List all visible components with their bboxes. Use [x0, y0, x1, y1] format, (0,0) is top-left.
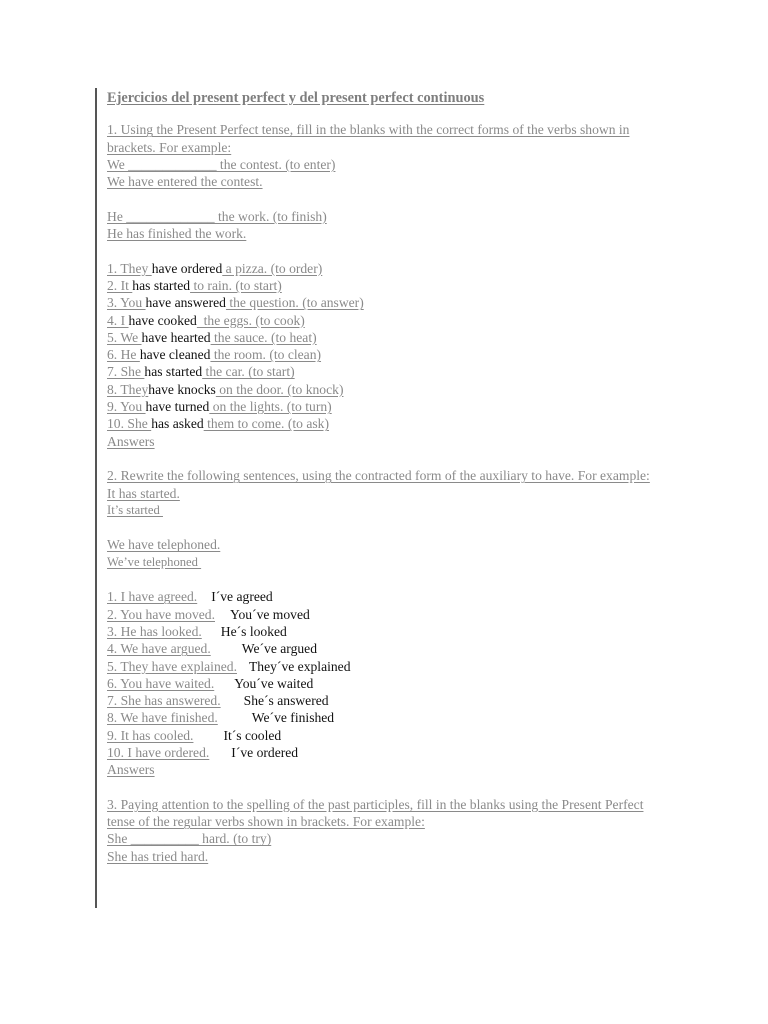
item-sentence: 1. I have agreed.	[107, 589, 198, 605]
item-prompt-end: on the lights. (to turn)	[209, 399, 332, 415]
item-sentence: 3. He has looked.	[107, 623, 202, 639]
item-contracted-answer: I´ve ordered	[231, 744, 299, 760]
item-prompt-end: to rain. (to start)	[190, 277, 282, 293]
exercise-1-list	[107, 260, 667, 433]
item-contracted-answer: We´ve finished	[251, 710, 335, 726]
exercise-1-example-2-answer: He has finished the work.	[107, 226, 247, 242]
item-prompt-start: 2. It	[107, 277, 133, 293]
exercise-1-item	[107, 312, 667, 329]
item-filled-answer: have cleaned	[139, 347, 211, 363]
exercise-1-item	[107, 294, 667, 311]
exercise-2-item	[107, 640, 667, 657]
exercise-2-item	[107, 623, 667, 640]
item-sentence: 9. It has cooled.	[107, 727, 194, 743]
exercise-1-example-1-question: We _____________ the contest. (to enter)	[107, 156, 336, 172]
item-contracted-answer: You´ve moved	[230, 606, 310, 622]
item-prompt-start: 8. They	[107, 381, 149, 397]
item-prompt-start: 4. I	[107, 312, 129, 328]
item-contracted-answer: I´ve agreed	[211, 589, 273, 605]
item-prompt-end: the room. (to clean)	[210, 347, 322, 363]
item-sentence: 5. They have explained.	[107, 658, 237, 674]
item-filled-answer: have knocks	[148, 381, 216, 397]
exercise-2-item	[107, 588, 667, 605]
item-sentence: 10. I have ordered.	[107, 744, 210, 760]
item-sentence: 2. You have moved.	[107, 606, 215, 622]
item-contracted-answer: They´ve explained	[248, 658, 351, 674]
item-filled-answer: have cooked	[128, 312, 197, 328]
exercise-2-item	[107, 709, 667, 726]
exercise-1-item	[107, 398, 667, 415]
exercise-2-item	[107, 606, 667, 623]
exercise-2-answers-link[interactable]: Answers	[107, 762, 155, 778]
exercise-2-list	[107, 588, 667, 761]
exercise-1-answers-link[interactable]: Answers	[107, 433, 155, 449]
exercise-1-item	[107, 415, 667, 432]
exercise-2-example-2-question: We have telephoned.	[107, 537, 221, 553]
item-prompt-end: the sauce. (to heat)	[210, 329, 317, 345]
item-prompt-start: 7. She	[107, 364, 145, 380]
exercise-1-example-2-question: He _____________ the work. (to finish)	[107, 208, 327, 224]
item-contracted-answer: He´s looked	[220, 623, 287, 639]
item-filled-answer: have answered	[145, 295, 226, 311]
item-filled-answer: has started	[144, 364, 203, 380]
exercise-2-item	[107, 727, 667, 744]
item-contracted-answer: We´ve argued	[241, 641, 317, 657]
exercise-2-item	[107, 692, 667, 709]
item-sentence: 7. She has answered.	[107, 693, 221, 709]
exercise-2-instruction: 2. Rewrite the following sentences, using the contracted form of the auxiliary to have. For example:	[107, 468, 650, 484]
item-sentence: 6. You have waited.	[107, 675, 215, 691]
exercise-1-item	[107, 260, 667, 277]
item-sentence: 8. We have finished.	[107, 710, 218, 726]
item-filled-answer: has started	[132, 277, 191, 293]
item-sentence: 4. We have argued.	[107, 641, 211, 657]
item-prompt-end: them to come. (to ask)	[203, 416, 330, 432]
exercise-1-example-1-answer: We have entered the contest.	[107, 174, 263, 190]
item-prompt-start: 6. He	[107, 347, 140, 363]
exercise-2-example-1-answer: It’s started	[107, 502, 163, 517]
exercise-2-item	[107, 675, 667, 692]
page-title: Ejercicios del present perfect y del present perfect continuous	[107, 90, 485, 106]
document-page	[107, 90, 667, 865]
exercise-1-instruction: 1. Using the Present Perfect tense, fill in the blanks with the correct forms of the verbs shown in brackets. For example:	[107, 122, 630, 155]
item-prompt-end: on the door. (to knock)	[215, 381, 344, 397]
item-filled-answer: has asked	[151, 416, 204, 432]
exercise-2-item	[107, 658, 667, 675]
exercise-2-example-2-answer: We’ve telephoned	[107, 554, 202, 569]
exercise-2-item	[107, 744, 667, 761]
exercise-1-item	[107, 346, 667, 363]
item-contracted-answer: It´s cooled	[223, 727, 282, 743]
item-filled-answer: have turned	[145, 399, 210, 415]
item-filled-answer: have ordered	[151, 260, 223, 276]
exercise-3-instruction: 3. Paying attention to the spelling of the past participles, fill in the blanks using the Present Perfect tense of the regular verbs shown in brackets. For example:	[107, 796, 644, 830]
item-prompt-end: a pizza. (to order)	[222, 260, 323, 276]
item-contracted-answer: You´ve waited	[234, 675, 314, 691]
item-filled-answer: have hearted	[141, 329, 211, 345]
exercise-3-example-1-question: She __________ hard. (to try)	[107, 831, 272, 847]
item-prompt-start: 5. We	[107, 329, 142, 345]
item-prompt-start: 3. You	[107, 295, 146, 311]
item-prompt-start: 1. They	[107, 260, 152, 276]
exercise-2-example-1-question: It has started.	[107, 485, 180, 501]
item-prompt-start: 10. She	[107, 416, 152, 432]
item-contracted-answer: She´s answered	[243, 693, 329, 709]
exercise-1-item	[107, 381, 667, 398]
margin-rule	[95, 88, 97, 908]
item-prompt-start: 9. You	[107, 399, 146, 415]
exercise-3-example-1-answer: She has tried hard.	[107, 848, 209, 864]
item-prompt-end: the eggs. (to cook)	[196, 312, 305, 328]
exercise-1-item	[107, 329, 667, 346]
item-prompt-end: the question. (to answer)	[225, 295, 364, 311]
item-prompt-end: the car. (to start)	[202, 364, 295, 380]
exercise-1-item	[107, 277, 667, 294]
exercise-1-item	[107, 363, 667, 380]
